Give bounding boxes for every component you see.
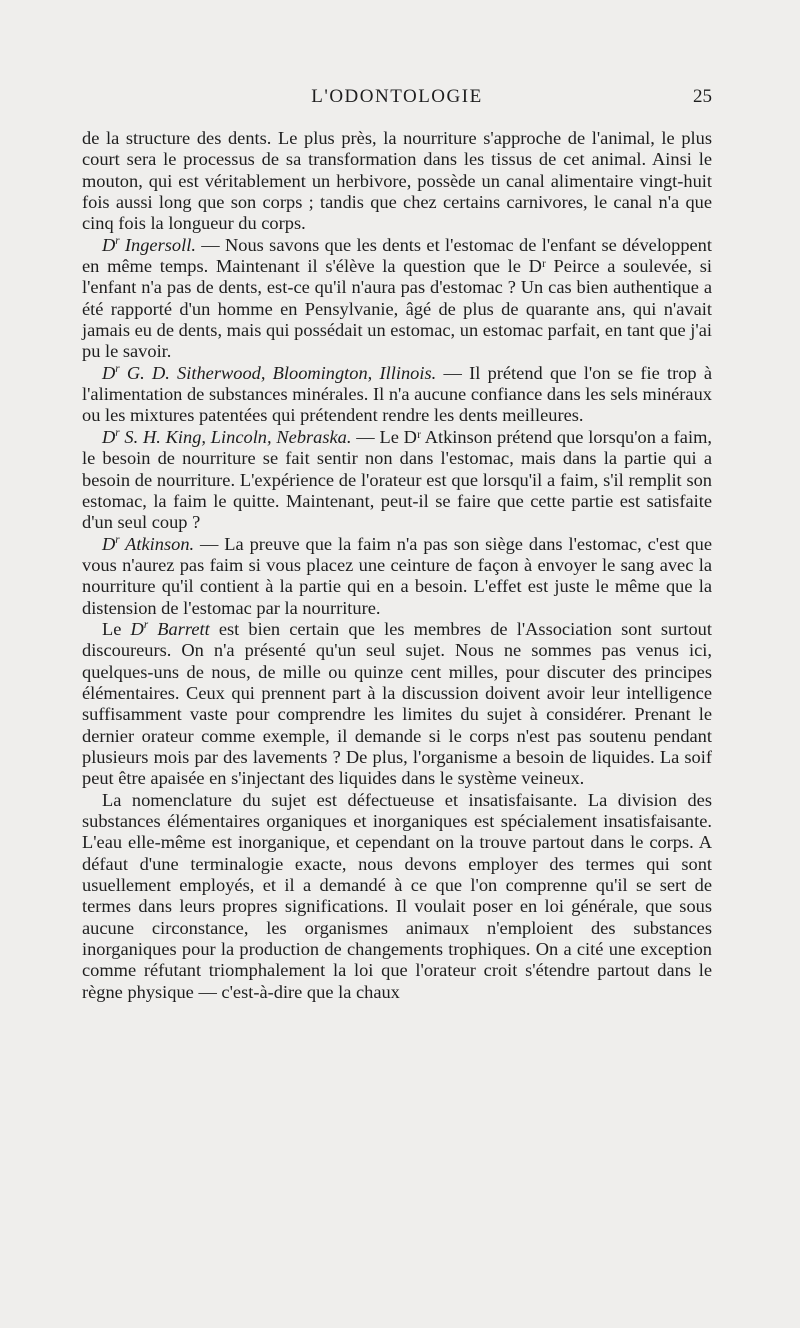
- body-text: [82, 128, 712, 1003]
- speaker-name: S. H. King, Lincoln, Nebraska.: [124, 426, 352, 447]
- speaker-title: $D^r$: [102, 533, 120, 554]
- speaker-title: $D^r$: [102, 426, 120, 447]
- page-number: 25: [693, 86, 712, 107]
- paragraph-text: est bien certain que les membres de l'Association sont surtout discoureurs. On n'a présenté qu'un seul sujet. Nous ne sommes pas venus ici, quelques-uns de nous, de mille ou quinze cent milles, pour discuter des principes élémentaires. Ceux qui prennent part à la discussion doivent avoir leur intelligence suffisamment vaste pour comprendre les limites du sujet à considérer. Prenant le dernier orateur comme exemple, il demande si le corps n'est pas soutenu pendant plusieurs mois par des lavements ? De plus, l'organisme a besoin de liquides. La soif peut être apaisée en s'injectant des liquides dans le système veineux.: [82, 618, 712, 789]
- speaker-prefix: Le: [102, 618, 131, 639]
- running-title: L'ODONTOLOGIE: [311, 86, 483, 107]
- paragraph: [82, 363, 712, 427]
- speaker-name: Barrett: [157, 618, 210, 639]
- paragraph-text: — Nous savons que les dents et l'estomac de l'enfant se développent en même temps. Maintenant il s'élève la question que le Dʳ Peirce a soulevée, si l'enfant n'a pas de dents, est-ce qu'il n'aura pas d'estomac ? Un cas bien authentique a été rapporté d'un homme en Pensylvanie, âgé de plus de quarante ans, qui n'avait jamais eu de dents, mais qui possédait un estomac, un estomac parfait, en tant que j'ai pu le savoir.: [82, 234, 712, 362]
- speaker-title: $D^r$: [130, 618, 149, 639]
- paragraph: [82, 235, 712, 363]
- paragraph-text: de la structure des dents. Le plus près, la nourriture s'approche de l'animal, le plus court sera le processus de sa transformation dans les tissus de cet animal. Ainsi le mouton, qui est véritablement un herbivore, possède un canal alimentaire vingt-huit fois aussi long que son corps ; tandis que chez certains carnivores, le canal n'a que cinq fois la longueur du corps.: [82, 128, 712, 234]
- paragraph-text: La nomenclature du sujet est défectueuse et insatisfaisante. La division des substances élémentaires organiques et inorganiques est spécialement insatisfaisante. L'eau elle-même est inorganique, et cependant on la trouve partout dans le corps. A défaut d'une terminalogie exacte, nous devons employer des termes qui sont usuellement employés, et il a demandé à ce que l'on comprenne qu'il se sert de termes dans leurs propres significations. Il voulait poser en loi générale, que sous aucune circonstance, les organismes animaux n'emploient des substances inorganiques pour la production de changements trophiques. On a cité une exception comme réfutant triomphalement la loi que l'orateur croit s'étendre partout dans le règne physique — c'est-à-dire que la chaux: [82, 789, 712, 1002]
- speaker-title: $D^r$: [102, 234, 120, 255]
- paragraph: [82, 790, 712, 1003]
- paragraph-text: — Le Dʳ Atkinson prétend que lorsqu'on a faim, le besoin de nourriture se fait sentir non dans l'estomac, mais dans la partie qui a besoin de nourriture. L'expérience de l'orateur est que lorsqu'il a faim, s'il remplit son estomac, la faim le quitte. Maintenant, peut-il se faire que cette partie est satisfaite d'un seul coup ?: [82, 426, 712, 533]
- speaker-name: Ingersoll.: [124, 234, 196, 255]
- paragraph: [82, 619, 712, 790]
- paragraph: [82, 128, 712, 235]
- paragraph: [82, 427, 712, 534]
- speaker-name: Atkinson.: [125, 533, 195, 554]
- paragraph-text: — Il prétend que l'on se fie trop à l'alimentation de substances minérales. Il n'a aucune confiance dans les sels minéraux ou les mixtures patentées qui prétendent rendre les dents meilleures.: [82, 362, 712, 426]
- speaker-title: $D^r$: [102, 362, 120, 383]
- paragraph-text: — La preuve que la faim n'a pas son siège dans l'estomac, c'est que vous n'aurez pas faim si vous placez une ceinture de façon à envoyer le sang avec la nourriture qu'il contient à la partie qui en a besoin. L'effet est juste le même que la distension de l'estomac par la nourriture.: [82, 533, 713, 618]
- running-header: [82, 86, 712, 116]
- paragraph: [82, 534, 712, 619]
- speaker-name: G. D. Sitherwood, Bloomington, Illinois.: [126, 362, 437, 383]
